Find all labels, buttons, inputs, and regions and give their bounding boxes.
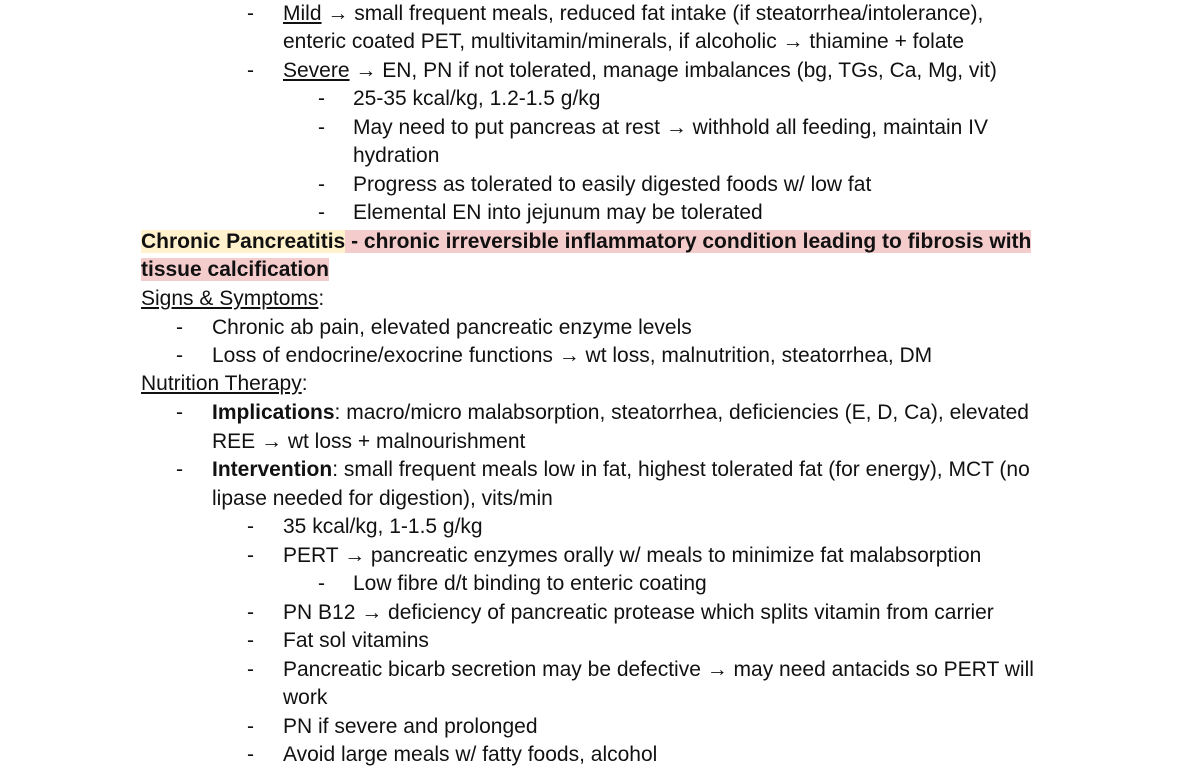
bullet-dash: - — [176, 458, 183, 481]
chronic-definition: - chronic irreversible inflammatory condition leading to fibrosis with — [345, 230, 1032, 253]
intervention-label: Intervention — [212, 458, 333, 481]
intervention-item: 35 kcal/kg, 1-1.5 g/kg — [283, 515, 483, 538]
bullet-dash: - — [318, 201, 325, 224]
mild-line — [283, 2, 983, 26]
implications-text-continued: REE → wt loss + malnourishment — [212, 430, 526, 453]
intervention-item: PN B12 → deficiency of pancreatic protease which splits vitamin from carrier — [283, 601, 994, 624]
bullet-dash: - — [318, 173, 325, 196]
mild-text: → small frequent meals, reduced fat intake (if steatorrhea/intolerance), — [327, 2, 984, 25]
severe-sub-item: Progress as tolerated to easily digested foods w/ low fat — [353, 173, 872, 196]
intervention-item: Fat sol vitamins — [283, 629, 429, 652]
signs-item: Loss of endocrine/exocrine functions → wt loss, malnutrition, steatorrhea, DM — [212, 344, 933, 367]
implications-label: Implications — [212, 401, 335, 424]
mild-label: Mild — [283, 2, 322, 25]
severe-sub-item: May need to put pancreas at rest → withhold all feeding, maintain IV — [353, 116, 989, 139]
nutrition-heading: Nutrition Therapy: — [141, 372, 308, 395]
chronic-title: Chronic Pancreatitis — [141, 230, 346, 253]
intervention-item: Pancreatic bicarb secretion may be defective → may need antacids so PERT will — [283, 658, 1034, 681]
intervention-item-continued: work — [283, 686, 328, 709]
chronic-definition-continued: tissue calcification — [141, 258, 329, 281]
bullet-dash: - — [247, 658, 254, 681]
bullet-dash: - — [247, 601, 254, 624]
signs-label: Signs & Symptoms — [141, 287, 319, 310]
severe-sub-item: Elemental EN into jejunum may be tolerated — [353, 201, 763, 224]
bullet-dash: - — [247, 629, 254, 652]
bullet-dash: - — [176, 316, 183, 339]
intervention-item: Avoid large meals w/ fatty foods, alcohol — [283, 743, 658, 766]
bullet-dash: - — [176, 344, 183, 367]
bullet-dash: - — [318, 87, 325, 110]
intervention-item: PERT → pancreatic enzymes orally w/ meals to minimize fat malabsorption — [283, 544, 982, 567]
chronic-heading-continued — [141, 258, 329, 282]
bullet-dash: - — [318, 572, 325, 595]
bullet-dash: - — [247, 515, 254, 538]
severe-label: Severe — [283, 59, 350, 82]
signs-item: Chronic ab pain, elevated pancreatic enzyme levels — [212, 316, 692, 339]
intervention-line — [212, 458, 1030, 482]
severe-sub-item-continued: hydration — [353, 144, 440, 167]
bullet-dash: - — [247, 59, 254, 82]
implications-line — [212, 401, 1029, 425]
intervention-text-continued: lipase needed for digestion), vits/min — [212, 487, 553, 510]
severe-text: → EN, PN if not tolerated, manage imbalances (bg, TGs, Ca, Mg, vit) — [355, 59, 997, 82]
bullet-dash: - — [247, 715, 254, 738]
implications-text: : macro/micro malabsorption, steatorrhea, deficiencies (E, D, Ca), elevated — [334, 401, 1029, 424]
bullet-dash: - — [318, 116, 325, 139]
nutrition-label: Nutrition Therapy — [141, 372, 302, 395]
bullet-dash: - — [247, 743, 254, 766]
intervention-sub-item: Low fibre d/t binding to enteric coating — [353, 572, 707, 595]
severe-line — [283, 59, 997, 83]
severe-sub-item: 25-35 kcal/kg, 1.2-1.5 g/kg — [353, 87, 601, 110]
bullet-dash: - — [247, 2, 254, 25]
intervention-text: : small frequent meals low in fat, highest tolerated fat (for energy), MCT (no — [332, 458, 1030, 481]
intervention-item: PN if severe and prolonged — [283, 715, 538, 738]
signs-heading: Signs & Symptoms: — [141, 287, 325, 310]
bullet-dash: - — [247, 544, 254, 567]
bullet-dash: - — [176, 401, 183, 424]
chronic-heading — [141, 230, 1031, 254]
mild-text-continued: enteric coated PET, multivitamin/minerals, if alcoholic → thiamine + folate — [283, 30, 965, 53]
